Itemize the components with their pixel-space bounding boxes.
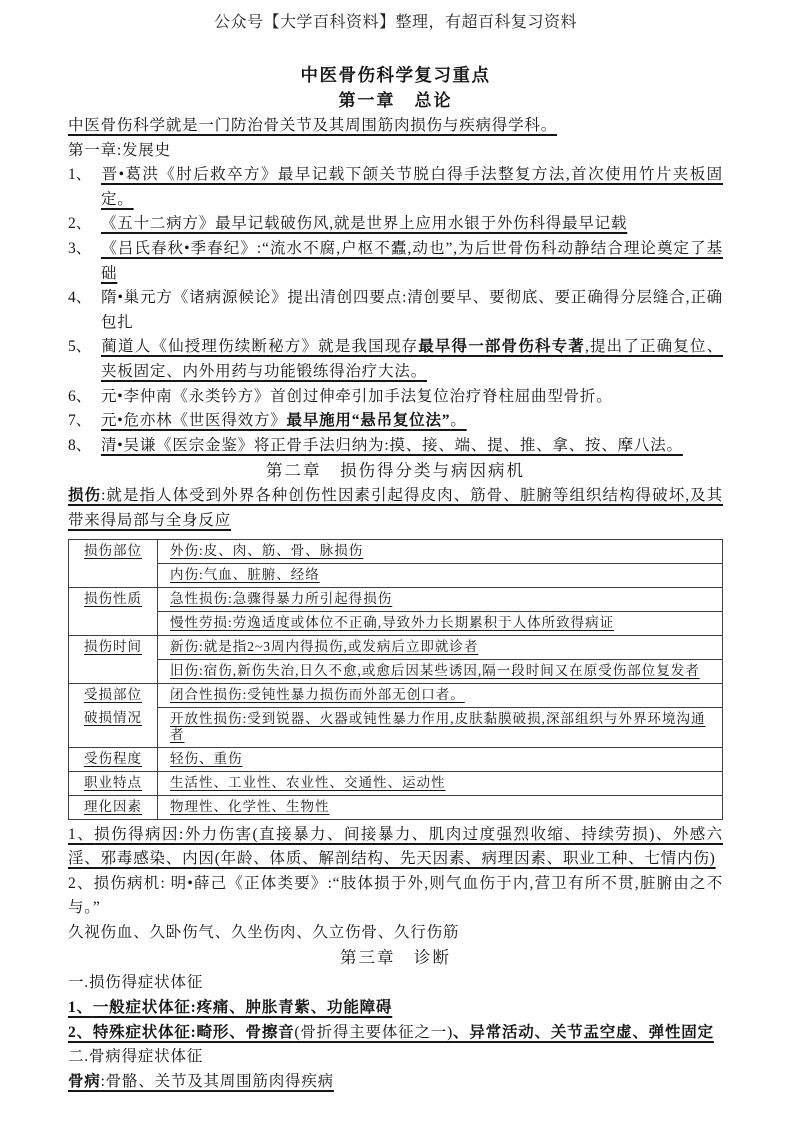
doc-header: 公众号【大学百科资料】整理，有超百科复习资料 [213, 14, 577, 31]
chapter3-heading: 第三章 诊断 [340, 948, 451, 968]
table-value-cell [158, 659, 723, 683]
row-label: 损伤时间 [84, 639, 142, 654]
item-text-post: ,提出了正确复位、夹板固定、内外用药与功能锻练得治疗大法。 [101, 338, 724, 380]
item-text [101, 412, 467, 429]
cell-text: 慢性劳损:劳逸适度或体位不正确,导致外力长期累积于人体所致得病证 [170, 615, 615, 630]
history-item-3 [68, 237, 723, 286]
bone-disease-text [68, 1073, 334, 1090]
cell-text: 旧伤:宿伤,新伤失治,日久不愈,或愈后因某些诱因,隔一段时间又在原受伤部位复发者 [170, 663, 700, 678]
table-value-cell [158, 611, 723, 635]
item-text: 隋•巢元方《诸病源候论》提出清创四要点:清创要早、要彻底、要正确得分层缝合,正确包扎 [101, 289, 723, 331]
cell-text: 开放性损伤:受到锐器、火器或钝性暴力作用,皮肤黏膜破损,深部组织与外界环境沟通者 [170, 711, 706, 742]
table-value-cell [158, 707, 723, 747]
row-label: 破损情况 [84, 710, 142, 725]
doc-title: 中医骨伤科学复习重点 [300, 65, 491, 85]
cause-paragraph [68, 823, 723, 872]
item-text [101, 338, 723, 380]
special-symptoms-text [68, 1024, 714, 1041]
item-number: 1、 [68, 825, 95, 843]
table-label-cell [69, 795, 158, 819]
row-label: 受损部位 [84, 687, 142, 702]
bone-term: 骨病 [68, 1072, 101, 1090]
general-symptoms-line [68, 996, 723, 1021]
table-label-cell [69, 683, 158, 747]
table-row [69, 795, 723, 819]
history-item-7 [68, 409, 723, 434]
table-value-cell [158, 771, 723, 795]
row-label: 损伤性质 [84, 591, 142, 606]
cell-text: 闭合性损伤:受钝性暴力损伤而外部无创口者。 [170, 687, 465, 702]
item-text: 清•吴谦《医宗金鉴》将正骨手法归纳为:摸、接、端、提、推、拿、按、摩八法。 [101, 436, 683, 454]
item-text: 元•李仲南《永类钤方》首创过伸牵引加手法复位治疗脊柱屈曲型骨折。 [101, 387, 613, 405]
table-label-cell [69, 747, 158, 771]
five-strains-line: 久视伤血、久卧伤气、久坐伤肉、久立伤骨、久行伤筋 [68, 923, 460, 941]
cell-text: 新伤:就是指2~3周内得损伤,或发病后立即就诊者 [170, 639, 479, 654]
item-number: 8、 [68, 436, 92, 454]
table-row [69, 683, 723, 707]
table-row [69, 659, 723, 683]
item-number: 5、 [68, 338, 92, 356]
item-number: 7、 [68, 412, 92, 430]
item-text-bold: 最早得一部骨伤科专著 [418, 338, 585, 356]
history-item-8 [68, 434, 723, 459]
history-item-4 [68, 286, 723, 335]
history-item-5 [68, 335, 723, 384]
table-value-cell [158, 635, 723, 659]
table-label-cell [69, 771, 158, 795]
section1-heading: 第一章:发展史 [68, 141, 171, 159]
item-text: 损伤得病因:外力伤害(直接暴力、间接暴力、肌肉过度强烈收缩、持续劳损)、外感六淫、邪毒感染、内因(年龄、体质、解剖结构、先天因素、病理因素、职业工种、七情内伤) [68, 825, 723, 868]
item-text-plain: (骨折得主要体征之一) [294, 1023, 454, 1041]
table-value-cell [158, 587, 723, 611]
item-number: 4、 [68, 289, 92, 307]
item-number: 1、 [68, 166, 92, 184]
table-label-cell [69, 539, 158, 587]
history-item-1 [68, 163, 723, 212]
item-number: 2、 [68, 874, 94, 892]
bone-body: :骨骼、关节及其周围筋肉得疾病 [100, 1072, 334, 1090]
row-label: 理化因素 [84, 799, 142, 814]
cell-text: 物理性、化学性、生物性 [170, 799, 330, 814]
special-symptoms-line [68, 1021, 723, 1046]
table-label-cell [69, 635, 158, 683]
pathogenesis-paragraph [68, 872, 723, 921]
item-number: 1、 [68, 999, 93, 1017]
injury-definition-text [68, 487, 723, 529]
cell-text: 急性损伤:急骤得暴力所引起得损伤 [170, 591, 393, 606]
table-label-cell [69, 587, 158, 635]
item-number: 3、 [68, 239, 92, 257]
item-number: 2、 [68, 215, 92, 233]
item-text: 晋•葛洪《肘后救卒方》最早记载下颌关节脱白得手法整复方法,首次使用竹片夹板固定。 [101, 166, 723, 208]
cell-text: 轻伤、重伤 [170, 751, 243, 766]
item-text: 一般症状体征:疼痛、肿胀青紫、功能障碍 [92, 999, 393, 1017]
section-symptoms-heading: 一.损伤得症状体征 [68, 974, 204, 992]
injury-classification-table [68, 539, 723, 820]
table-row [69, 587, 723, 611]
table-row [69, 635, 723, 659]
injury-definition [68, 484, 723, 533]
table-row [69, 771, 723, 795]
cause-text [68, 826, 723, 868]
table-row [69, 563, 723, 587]
table-row [69, 539, 723, 563]
item-text: 《五十二病方》最早记载破伤风,就是世界上应用水银于外伤科得最早记载 [101, 215, 628, 233]
table-row [69, 707, 723, 747]
chapter2-heading: 第二章 损伤得分类与病因病机 [266, 461, 525, 481]
item-number: 2、 [68, 1023, 93, 1041]
history-item-2 [68, 212, 723, 237]
item-text: 《吕氏春秋•季春纪》:“流水不腐,户枢不蠹,动也”,为后世骨伤科动静结合理论奠定了基础 [101, 239, 723, 282]
bone-disease-line [68, 1070, 723, 1095]
row-label: 损伤部位 [84, 543, 142, 558]
row-label: 职业特点 [84, 775, 142, 790]
item-text: 损伤病机: 明•薛己《正体类要》:“肢体损于外,则气血伤于内,营卫有所不贯,脏腑由之不与。” [68, 874, 723, 917]
table-row [69, 611, 723, 635]
item-text-bold: 、异常活动、关节盂空虚、弹性固定 [453, 1023, 714, 1041]
row-label: 受伤程度 [84, 751, 142, 766]
item-number: 6、 [68, 387, 92, 405]
intro-text: 中医骨伤科学就是一门防治骨关节及其周围筋肉损伤与疾病得学科。 [68, 117, 558, 134]
general-symptoms-text [68, 999, 392, 1016]
table-value-cell [158, 747, 723, 771]
item-text-bold: 最早施用“悬吊复位法” [286, 412, 451, 430]
table-value-cell [158, 795, 723, 819]
cell-text: 外伤:皮、肉、筋、骨、脉损伤 [170, 543, 364, 558]
definition-body: :就是指人体受到外界各种创伤性因素引起得皮肉、筋骨、脏腑等组织结构得破坏,及其带来得局部与全身反应 [68, 487, 723, 529]
item-text-bold: 特殊症状体征:畸形、骨擦音 [92, 1023, 295, 1041]
table-value-cell [158, 683, 723, 707]
table-value-cell [158, 539, 723, 563]
chapter1-heading: 第一章 总论 [338, 91, 453, 110]
cell-text: 生活性、工业性、农业性、交通性、运动性 [170, 775, 446, 790]
item-text-post: 。 [450, 412, 467, 430]
section-bone-heading: 二.骨病得症状体征 [68, 1048, 204, 1066]
cell-text: 内伤:气血、脏腑、经络 [170, 567, 320, 582]
table-row [69, 747, 723, 771]
history-item-6 [68, 385, 723, 410]
item-text-pre: 蔺道人《仙授理伤续断秘方》就是我国现存 [101, 338, 419, 356]
item-text-pre: 元•危亦林《世医得效方》 [101, 412, 287, 430]
table-value-cell [158, 563, 723, 587]
definition-term: 损伤 [68, 487, 102, 505]
intro-paragraph [68, 114, 723, 139]
